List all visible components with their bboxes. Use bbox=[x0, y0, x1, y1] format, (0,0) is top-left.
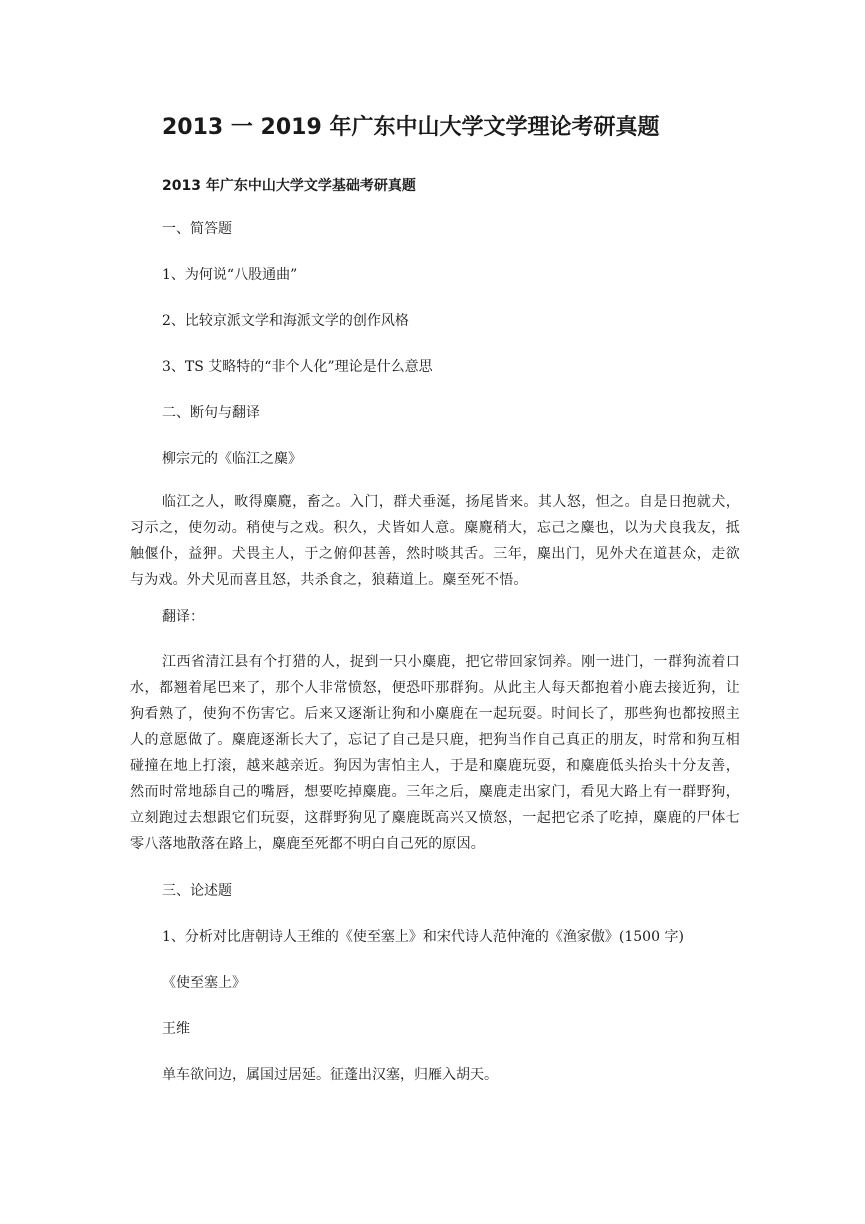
poem-author: 王维 bbox=[162, 1021, 190, 1037]
document-subtitle: 2013 年广东中山大学文学基础考研真题 bbox=[162, 178, 416, 194]
question-1: 1、为何说“八股通曲” bbox=[162, 267, 298, 283]
passage-source: 柳宗元的《临江之麋》 bbox=[162, 451, 302, 467]
poem-line-1: 单车欲问边，属国过居延。征蓬出汉塞，归雁入胡天。 bbox=[162, 1067, 498, 1083]
translation-label: 翻译： bbox=[162, 609, 204, 625]
translation-paragraph: 江西省清江县有个打猎的人，捉到一只小麋鹿，把它带回家饲养。刚一进门，一群狗流着口水，都翘着尾巴来了，那个人非常愤怒，便恐吓那群狗。从此主人每天都抱着小鹿去接近狗，让狗看熟了，使狗不伤害它。后来又逐渐让狗和小麋鹿在一起玩耍。时间长了，那些狗也都按照主人的意愿做了。麋鹿逐渐长大了，忘记了自己是只鹿，把狗当作自己真正的朋友，时常和狗互相碰撞在地上打滚，越来越亲近。狗因为害怕主人，于是和麋鹿玩耍，和麋鹿低头抬头十分友善，然而时常地舔自己的嘴唇，想要吃掉麋鹿。三年之后，麋鹿走出家门，看见大路上有一群野狗，立刻跑过去想跟它们玩耍，这群野狗见了麋鹿既高兴又愤怒，一起把它杀了吃掉，麋鹿的尸体七零八落地散落在路上，麋鹿至死都不明白自己死的原因。 bbox=[130, 654, 740, 852]
question-2: 2、比较京派文学和海派文学的创作风格 bbox=[162, 313, 409, 329]
poem-title: 《使至塞上》 bbox=[162, 975, 246, 991]
section-heading-punctuation-translation: 二、断句与翻译 bbox=[162, 405, 260, 421]
essay-question-1: 1、分析对比唐朝诗人王维的《使至塞上》和宋代诗人范仲淹的《渔家傲》(1500 字) bbox=[162, 929, 684, 945]
document-title: 2013 一 2019 年广东中山大学文学理论考研真题 bbox=[162, 115, 660, 140]
section-heading-essay: 三、论述题 bbox=[162, 883, 232, 899]
classical-passage: 临江之人，畋得麋麑，畜之。入门，群犬垂涎，扬尾皆来。其人怒，怛之。自是日抱就犬，习示之，使勿动。稍使与之戏。积久，犬皆如人意。麋麑稍大，忘己之麋也，以为犬良我友，抵触偃仆，益狎。犬畏主人，于之俯仰甚善，然时啖其舌。三年，麋出门，见外犬在道甚众，走欲与为戏。外犬见而喜且怒，共杀食之，狼藉道上。麋至死不悟。 bbox=[130, 494, 740, 588]
section-heading-short-answer: 一、简答题 bbox=[162, 221, 232, 237]
question-3: 3、TS 艾略特的“非个人化”理论是什么意思 bbox=[162, 359, 433, 375]
